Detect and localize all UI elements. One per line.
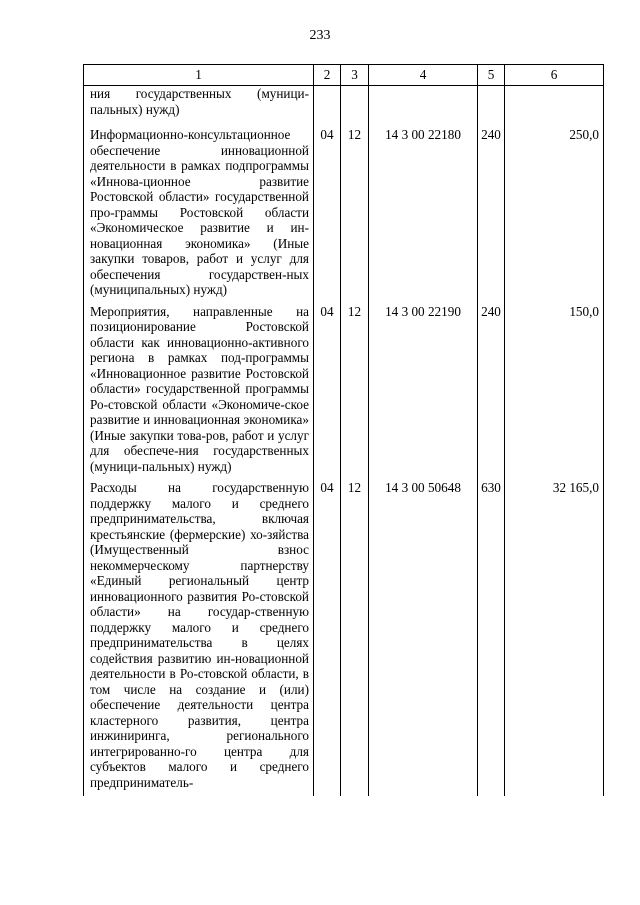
row-subsection: 12 <box>341 304 369 481</box>
row-name: ния государственных (муници-пальных) нужд) <box>84 86 314 128</box>
row-target-code <box>369 86 478 128</box>
row-name: Расходы на государственную поддержку малого и среднего предпринимательства, включая крестьянские (фермерские) хо-зяйства (Имущественный взнос некоммерческому партнерству «Единый региональный центр инновационного развития Ро-стовской области» на государ-ственную поддержку малого и среднего предпринимательства в целях содействия развитию ин-новационной деятельности в Ро-стовской области, в том числе на создание и (или) обеспечение деятельности центра кластерного развития, центра инжиниринга, регионального интегрированно-го центра для субъектов малого и среднего предприниматель- <box>84 480 314 796</box>
page-number: 233 <box>309 28 331 43</box>
row-name: Информационно-консультационное обеспечение инновационной деятельности в рамках подпрограммы «Иннова-ционное развитие Ростовской области» государственной про-граммы Ростовской области «Экономическое развитие и ин-новационная экономика» (Иные закупки товаров, работ и услуг для обеспечения государствен-ных (муниципальных) нужд) <box>84 127 314 304</box>
row-target-code: 14 3 00 50648 <box>369 480 478 796</box>
row-expense-type: 240 <box>478 127 505 304</box>
row-amount: 150,0 <box>505 304 604 481</box>
row-section: 04 <box>314 480 341 796</box>
row-section: 04 <box>314 127 341 304</box>
row-section <box>314 86 341 128</box>
row-subsection <box>341 86 369 128</box>
row-target-code: 14 3 00 22180 <box>369 127 478 304</box>
row-amount: 250,0 <box>505 127 604 304</box>
row-amount <box>505 86 604 128</box>
row-target-code: 14 3 00 22190 <box>369 304 478 481</box>
col-header-3: 3 <box>341 65 369 86</box>
row-expense-type <box>478 86 505 128</box>
col-header-2: 2 <box>314 65 341 86</box>
table-row <box>84 304 604 481</box>
col-header-5: 5 <box>478 65 505 86</box>
col-header-4: 4 <box>369 65 478 86</box>
table-row <box>84 86 604 128</box>
row-amount: 32 165,0 <box>505 480 604 796</box>
col-header-1: 1 <box>84 65 314 86</box>
table-row <box>84 127 604 304</box>
row-name: Мероприятия, направленные на позиционирование Ростовской области как инновационно-активного региона в рамках под-программы «Инновационное развитие Ростовской области» государственной программы Ро-стовской области «Экономиче-ское развитие и инновационная экономика» (Иные закупки това-ров, работ и услуг для обеспече-ния государственных (муници-пальных) нужд) <box>84 304 314 481</box>
row-subsection: 12 <box>341 127 369 304</box>
row-subsection: 12 <box>341 480 369 796</box>
row-section: 04 <box>314 304 341 481</box>
header-row <box>84 65 604 86</box>
budget-table <box>83 64 604 796</box>
row-expense-type: 240 <box>478 304 505 481</box>
col-header-6: 6 <box>505 65 604 86</box>
table-row <box>84 480 604 796</box>
row-expense-type: 630 <box>478 480 505 796</box>
